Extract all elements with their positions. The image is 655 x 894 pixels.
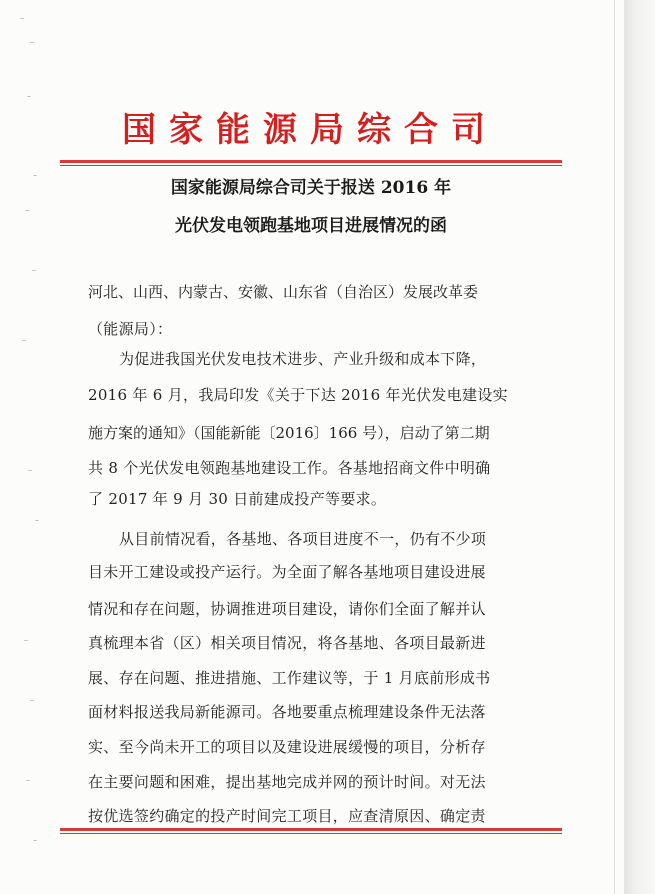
body-line: 实、至今尚未开工的项目以及建设进展缓慢的项目，分析存 [88, 738, 486, 756]
body-line: 在主要问题和困难，提出基地完成并网的预计时间。对无法 [88, 773, 486, 791]
body-line: 面材料报送我局新能源司。各地要重点梳理建设条件无法落 [88, 703, 486, 721]
body-line: 为促进我国光伏发电技术进步、产业升级和成本下降， [119, 350, 487, 368]
body-line: 2016 年 6 月，我局印发《关于下达 2016 年光伏发电建设实 [88, 386, 508, 404]
letterhead-rule [60, 160, 562, 163]
salutation-line: 河北、山西、内蒙古、安徽、山东省（自治区）发展改革委 [88, 283, 479, 301]
scan-edge-line [614, 0, 615, 894]
body-line: 情况和存在问题，协调推进项目建设，请你们全面了解并认 [88, 600, 486, 618]
body-line: 从目前情况看，各基地、各项目进度不一，仍有不少项 [119, 530, 487, 548]
body-line: 按优选签约确定的投产时间完工项目，应查清原因、确定责 [88, 807, 486, 825]
letter-title-line-1: 国家能源局综合司关于报送 2016 年 [170, 178, 452, 198]
letterhead-rule-thin [60, 165, 562, 166]
body-line: 施方案的通知》（国能新能〔2016〕166 号），启动了第二期 [88, 424, 490, 442]
scan-edge-shade [624, 0, 655, 894]
body-line: 真梳理本省（区）相关项目情况，将各基地、各项目最新进 [88, 634, 486, 652]
body-line: 目未开工建设或投产运行。为全面了解各基地项目建设进展 [88, 563, 486, 581]
letter-title-line-2: 光伏发电领跑基地项目进展情况的函 [175, 216, 447, 236]
salutation-line: （能源局）： [88, 320, 173, 338]
body-line: 了 2017 年 9 月 30 日前建成投产等要求。 [88, 490, 387, 508]
footer-rule [60, 828, 562, 831]
footer-rule-thin [60, 833, 562, 834]
body-line: 展、存在问题、推进措施、工作建议等，于 1 月底前形成书 [88, 669, 491, 687]
body-line: 共 8 个光伏发电领跑基地建设工作。各基地招商文件中明确 [88, 459, 491, 477]
letterhead-org-name: 国家能源局综合司 [122, 110, 498, 150]
